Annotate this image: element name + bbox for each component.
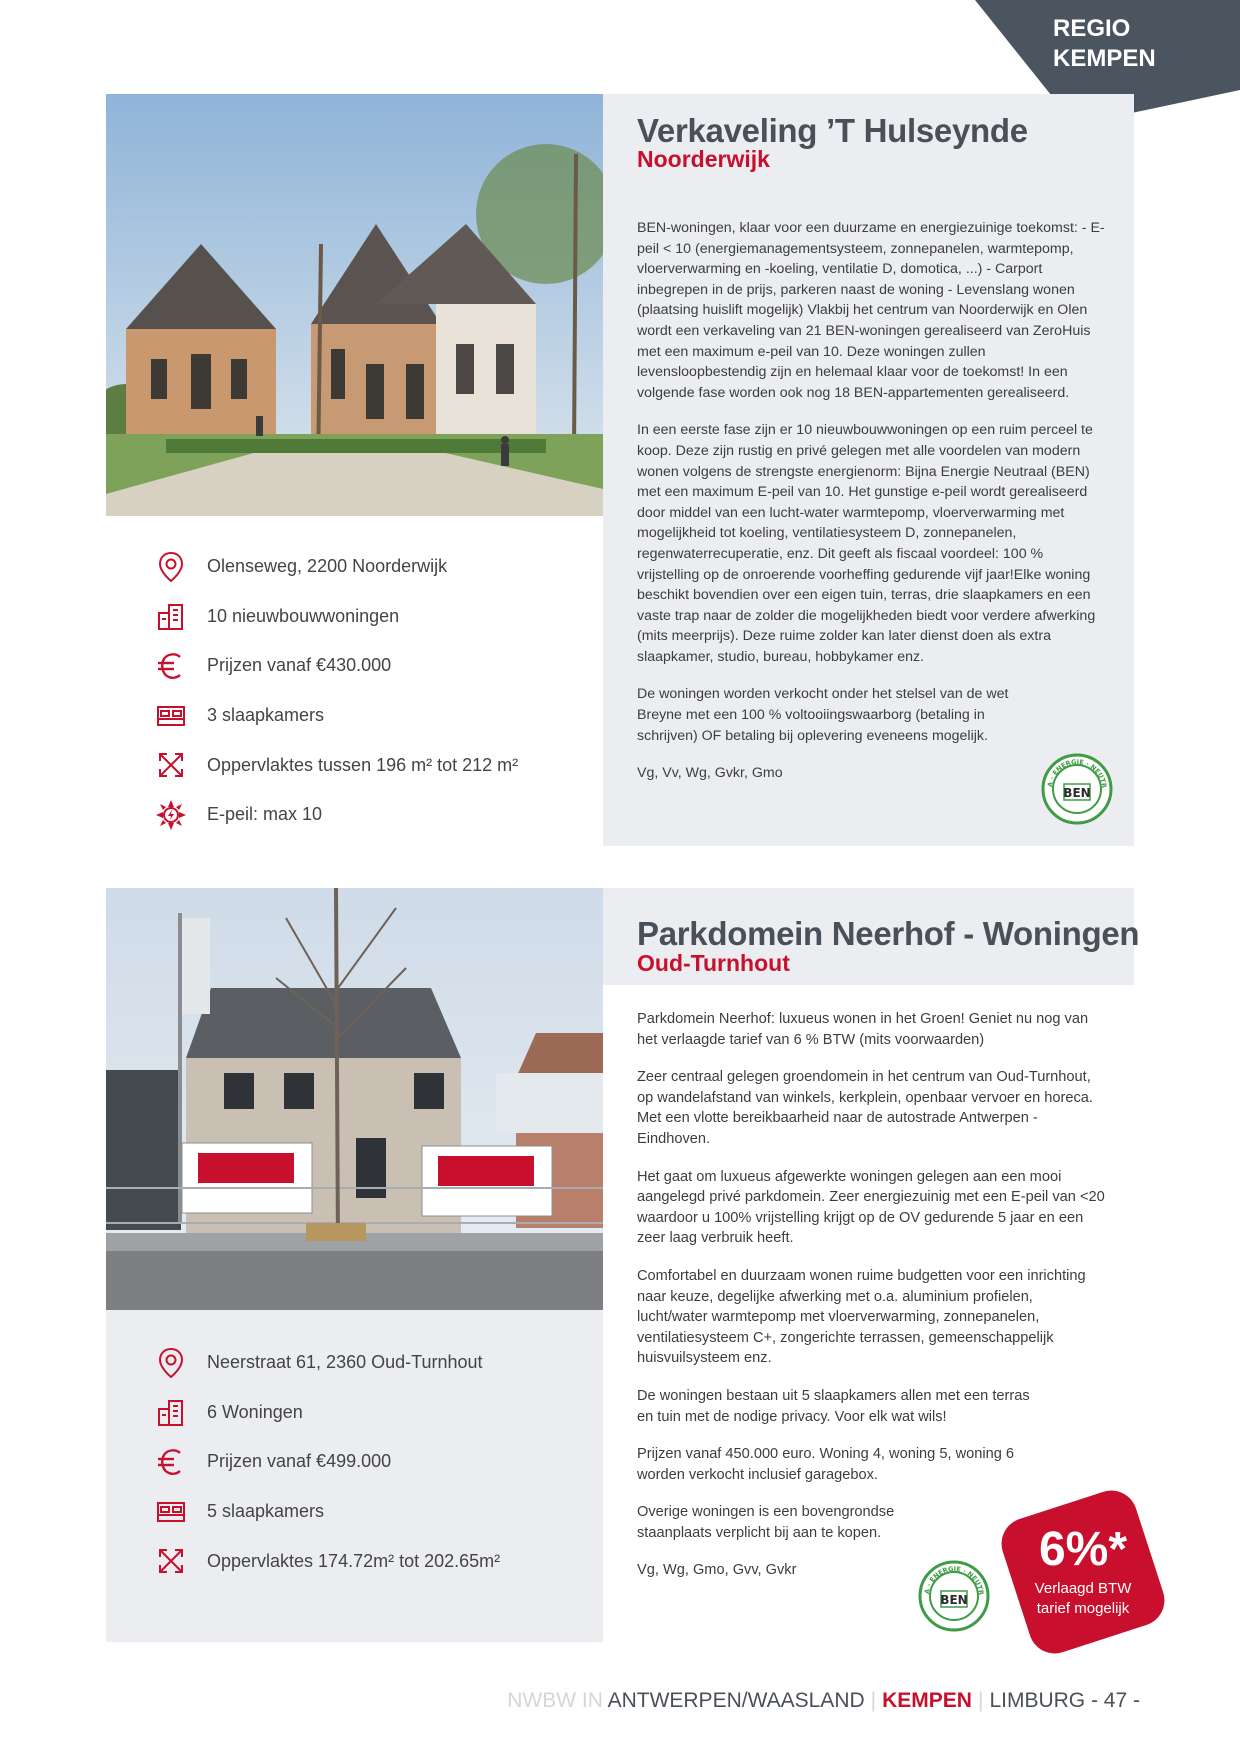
vat-promo-badge — [997, 1486, 1169, 1658]
listing-text-column — [603, 94, 1134, 846]
seal-arc-text: A · ENERGIE · NEUTR — [923, 1564, 986, 1596]
footer-region-kempen: KEMPEN — [882, 1689, 972, 1712]
footer-separator: | — [977, 1689, 984, 1712]
description-paragraph: In een eerste fase zijn er 10 nieuwbouwwoningen op een ruim perceel te koop. Deze zijn rustig en privé gelegen met alle voordelen van modern wonen volgens de strengste energienorm: Bijna Energie Neutraal (BEN) met een maximum E-peil van 10. Het gunstige e-peil wordt gerealiseerd door middel van een lucht-water warmtepomp, vloerverwarming met mogelijkheid tot koeling, ventilatiesysteem D, zonnepanelen, regenwaterrecuperatie, enz. Dit geeft als fiscaal voordeel: 100 % vrijstelling op de onroerende voorheffing gedurende vijf jaar!Elke woning beschikt bovendien over een eigen tuin, terras, drie slaapkamers en een vaste trap naar de zolder die mogelijkheden biedt voor verdere afwerking (mits meerprijs). Deze ruime zolder kan later dienst doen als extra slaapkamer, studio, bureau, hobbykamer enz. — [637, 422, 1096, 665]
description-paragraph: Parkdomein Neerhof: luxueus wonen in het Groen! Geniet nu nog van het verlaagde tarief van 6 % BTW (mits voorwaarden) — [637, 1011, 1089, 1048]
listing-title: Parkdomein Neerhof - Woningen — [637, 915, 1140, 952]
promo-line: Verlaagd BTW — [1034, 1580, 1132, 1597]
listing-description — [637, 218, 1107, 801]
fact-text: Oppervlaktes tussen 196 m² tot 212 m² — [207, 754, 519, 775]
fact-units — [154, 1388, 584, 1438]
fact-area — [154, 1536, 584, 1586]
energy-sun-icon — [154, 798, 188, 832]
listing-photo-hulseynde — [106, 94, 603, 516]
bed-icon — [154, 699, 188, 733]
fact-text: 10 nieuwbouwwoningen — [207, 605, 400, 626]
fact-price — [154, 1437, 584, 1487]
fact-text: Neerstraat 61, 2360 Oud-Turnhout — [207, 1352, 483, 1373]
buildings-icon — [154, 1395, 188, 1429]
fact-text: 5 slaapkamers — [207, 1501, 325, 1522]
seal-arc-text: A · ENERGIE · NEUTR — [1046, 757, 1109, 789]
fact-text: Prijzen vanaf €499.000 — [207, 1451, 392, 1472]
fact-address — [154, 1338, 584, 1388]
footer-region-limburg: LIMBURG — [989, 1689, 1086, 1712]
listing-hulseynde — [106, 94, 1134, 846]
location-pin-icon — [154, 1346, 188, 1380]
legend-codes: Vg, Vv, Wg, Gvkr, Gmo — [637, 765, 783, 782]
region-tab-line2: KEMPEN — [1053, 45, 1156, 72]
page-footer — [507, 1689, 1140, 1713]
expand-arrows-icon — [154, 1544, 188, 1578]
fact-text: Olenseweg, 2200 Noorderwijk — [207, 556, 448, 577]
fact-bedrooms — [154, 1487, 584, 1537]
location-pin-icon — [154, 550, 188, 584]
description-paragraph: Het gaat om luxueus afgewerkte woningen gelegen aan een mooi aangelegd privé parkdomein. Zeer energiezuinig met een E-peil van <20 waardoor u 100% vrijstelling krijgt op de OV gedurende 5 jaar en een zeer laag verbruik heeft. — [637, 1168, 1105, 1247]
fact-text: Prijzen vanaf €430.000 — [207, 655, 392, 676]
description-paragraph: Prijzen vanaf 450.000 euro. Woning 4, woning 5, woning 6 worden verkocht inclusief garagebox. — [637, 1446, 1014, 1483]
description-paragraph: De woningen bestaan uit 5 slaapkamers allen met een terras en tuin met de nodige privacy. Voor elk wat wils! — [637, 1387, 1030, 1425]
page-number: - 47 - — [1090, 1689, 1140, 1712]
facts-list — [154, 1338, 584, 1586]
ben-seal-icon — [1040, 752, 1114, 826]
fact-epeil — [154, 790, 584, 840]
euro-icon — [154, 649, 188, 683]
listing-location: Noorderwijk — [637, 146, 770, 172]
fact-text: 3 slaapkamers — [207, 705, 325, 726]
listing-location: Oud-Turnhout — [637, 950, 790, 976]
promo-line: tarief mogelijk — [1036, 1600, 1130, 1617]
region-tab-label — [1053, 14, 1156, 74]
description-paragraph: Zeer centraal gelegen groendomein in het centrum van Oud-Turnhout, op wandelafstand van winkels, kerkplein, openbaar vervoer en horeca. Met een vlotte bereikbaarheid naar de autostrade Antwerpen - Eindhoven. — [637, 1069, 1093, 1147]
fact-text: Oppervlaktes 174.72m² tot 202.65m² — [207, 1550, 501, 1571]
fact-price — [154, 641, 584, 691]
buildings-icon — [154, 599, 188, 633]
fact-units — [154, 592, 584, 642]
description-paragraph: De woningen worden verkocht onder het stelsel van de wet Breyne met een 100 % voltooiingswaarborg (betaling in schrijven) OF betaling bij oplevering eveneens mogelijk. — [637, 686, 1009, 744]
fact-area — [154, 740, 584, 790]
seal-label: BEN — [1063, 786, 1091, 800]
listing-neerhof — [106, 888, 1140, 1642]
footer-prefix: NWBW IN — [507, 1689, 603, 1712]
ben-seal-icon — [917, 1559, 991, 1633]
description-paragraph: Comfortabel en duurzaam wonen ruime budgetten voor een inrichting naar keuze, degelijke afwerking met o.a. aluminium profielen, lucht/water warmtepomp met vloerverwarming, zonnepanelen, ventilatiesysteem C+, zongerichte terrassen, gemeenschappelijk huisvuilsysteem enz. — [637, 1267, 1086, 1367]
expand-arrows-icon — [154, 748, 188, 782]
seal-label: BEN — [940, 1593, 968, 1607]
listing-title: Verkaveling ’T Hulseynde — [637, 112, 1028, 149]
euro-icon — [154, 1445, 188, 1479]
listing-photo-neerhof — [106, 888, 603, 1310]
description-paragraph: Overige woningen is een bovengrondse staanplaats verplicht bij aan te kopen. — [637, 1504, 895, 1541]
bed-icon — [154, 1495, 188, 1529]
description-paragraph: BEN-woningen, klaar voor een duurzame en energiezuinige toekomst: - E-peil < 10 (energiemanagementsysteem, zonnepanelen, warmtepomp, vloerverwarming en -koeling, ventilatie D, domotica, ...) - Carport inbegrepen in de prijs, parkeren naast de woning - Levenslang wonen (plaatsing huislift mogelijk) Vlakbij het centrum van Noorderwijk en Olen wordt een verkaveling van 21 BEN-woningen gerealiseerd van ZeroHuis met een maximum e-peil van 10. Deze woningen zullen levensloopbestendig zijn en helemaal klaar voor de toekomst! In een volgende fase worden ook nog 18 BEN-appartementen gerealiseerd. — [637, 220, 1105, 401]
promo-value: 6%* — [1038, 1523, 1128, 1576]
facts-list — [154, 542, 584, 840]
footer-separator: | — [870, 1689, 877, 1712]
legend-codes: Vg, Wg, Gmo, Gvv, Gvkr — [637, 1562, 797, 1579]
region-tab-line1: REGIO — [1053, 15, 1131, 42]
fact-address — [154, 542, 584, 592]
footer-region-antwerpen: ANTWERPEN/WAASLAND — [607, 1689, 865, 1712]
fact-text: 6 Woningen — [207, 1401, 303, 1422]
fact-bedrooms — [154, 691, 584, 741]
fact-text: E-peil: max 10 — [207, 804, 323, 825]
